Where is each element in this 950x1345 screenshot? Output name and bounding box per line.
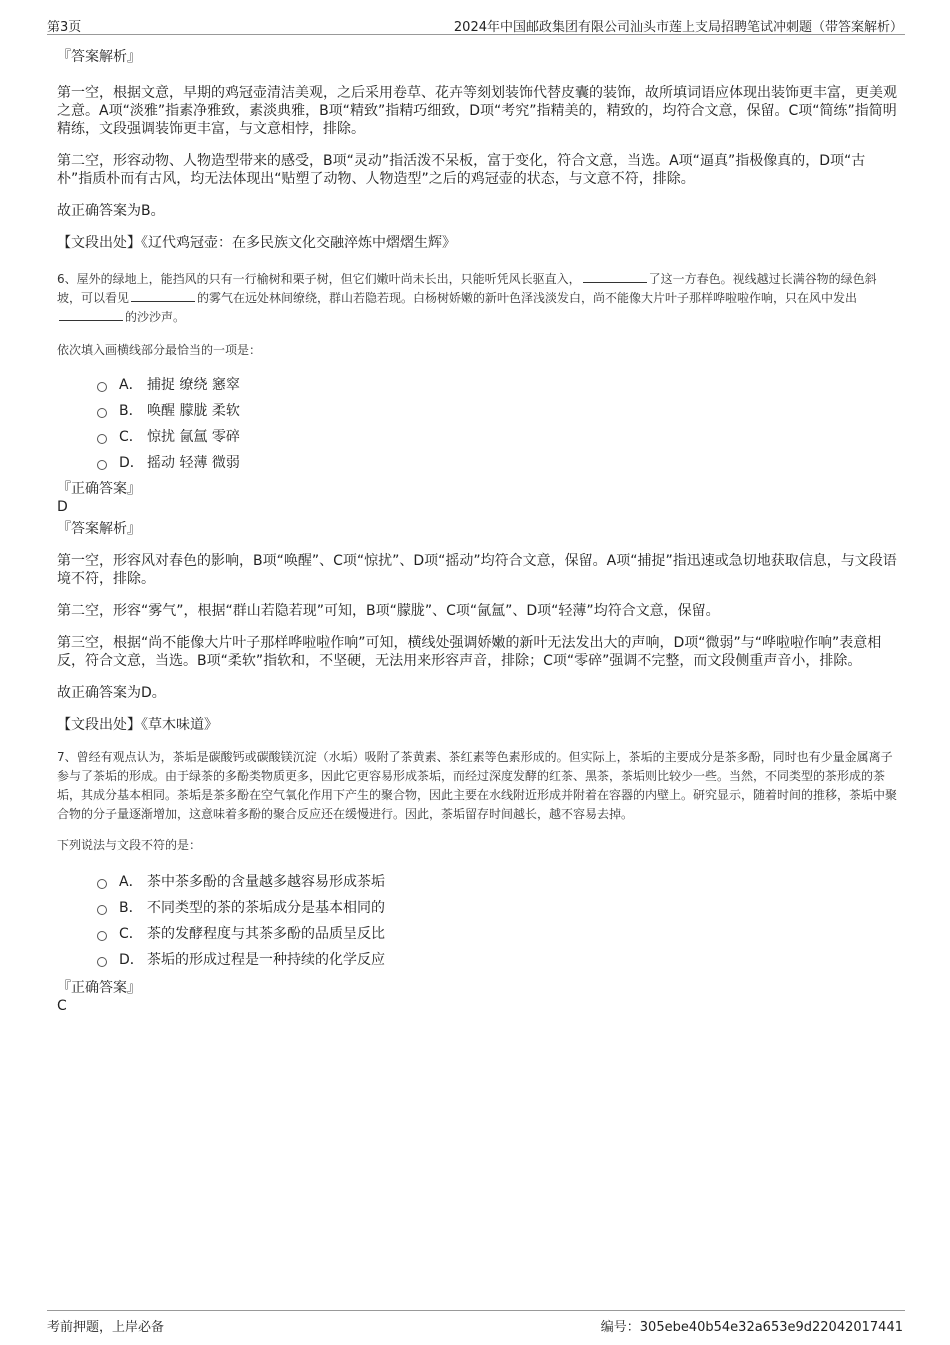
analysis-paragraph: 第三空，根据“尚不能像大片叶子那样哗啦啦作响”可知，横线处强调娇嫩的新叶无法发出大的声响，D项“微弱”与“哗啦啦作响”表意相反，符合文意，当选。B项“柔软”指软和，不坚硬，无法用来形容声音，排除；C项“零碎”强调不完整，而文段侧重声音小，排除。 <box>57 635 882 669</box>
page-content <box>57 44 897 1015</box>
fill-blank <box>131 289 195 302</box>
question-7-options <box>97 869 897 973</box>
question-6-text: 6、屋外的绿地上，能挡风的只有一行榆树和栗子树，但它们嫩叶尚未长出，只能听凭风长驱直入， 了这一方春色。视线越过长满谷物的绿色斜坡，可以看见 的雾气在远处林间缭绕，群山若隐若现。白杨树娇嫩的新叶色泽浅淡发白，尚不能像大片叶子那样哗啦啦作响，只在风中发出的沙沙声。 <box>57 272 877 324</box>
option-c[interactable]: C． 惊扰 氤氲 零碎 <box>97 424 897 450</box>
correct-answer: D <box>57 499 68 515</box>
page-footer <box>47 1310 905 1335</box>
option-d[interactable]: D． 摇动 轻薄 微弱 <box>97 450 897 476</box>
answer-label: 『正确答案』 <box>57 980 141 996</box>
analysis-paragraph: 第一空，形容风对春色的影响，B项“唤醒”、C项“惊扰”、D项“摇动”均符合文意，保留。A项“捕捉”指迅速或急切地获取信息，与文段语境不符，排除。 <box>57 553 897 587</box>
question-7-prompt: 下列说法与文段不符的是： <box>57 838 202 852</box>
option-a[interactable]: A． 茶中茶多酚的含量越多越容易形成茶垢 <box>97 869 897 895</box>
option-c[interactable]: C． 茶的发酵程度与其茶多酚的品质呈反比 <box>97 921 897 947</box>
analysis-paragraph: 第二空，形容动物、人物造型带来的感受，B项“灵动”指活泼不呆板，富于变化，符合文意，当选。A项“逼真”指极像真的，D项“古朴”指质朴而有古风，均无法体现出“贴塑了动物、人物造型”之后的鸡冠壶的状态，与文意不符，排除。 <box>57 153 866 187</box>
analysis-paragraph: 第一空，根据文意，早期的鸡冠壶清洁美观，之后采用卷草、花卉等刻划装饰代替皮囊的装饰，故所填词语应体现出装饰更丰富，更美观之意。A项“淡雅”指素净雅致，素淡典雅，B项“精致”指精巧细致，D项“考究”指精美的，精致的，均符合文意，保留。C项“简练”指简明精练，文段强调装饰更丰富，与文意相悖，排除。 <box>57 85 897 137</box>
radio-icon[interactable] <box>97 957 107 967</box>
radio-icon[interactable] <box>97 905 107 915</box>
question-6-prompt: 依次填入画横线部分最恰当的一项是： <box>57 343 262 357</box>
analysis-paragraph: 第二空，形容“雾气”，根据“群山若隐若现”可知，B项“朦胧”、C项“氤氲”、D项“轻薄”均符合文意，保留。 <box>57 603 720 619</box>
footer-slogan: 考前押题，上岸必备 <box>47 1320 165 1335</box>
option-a[interactable]: A． 捕捉 缭绕 窸窣 <box>97 372 897 398</box>
analysis-label: 『答案解析』 <box>57 49 141 65</box>
question-7-text: 7、曾经有观点认为，茶垢是碳酸钙或碳酸镁沉淀（水垢）吸附了茶黄素、茶红素等色素形成的。但实际上，茶垢的主要成分是茶多酚，同时也有少量金属离子参与了茶垢的形成。由于绿茶的多酚类物质更多，因此它更容易形成茶垢，而经过深度发酵的红茶、黑茶，茶垢则比较少一些。当然，不同类型的茶形成的茶垢，其成分基本相同。茶垢是茶多酚在空气氧化作用下产生的聚合物，因此主要在水线附近形成并附着在容器的内壁上。研究显示，随着时间的推移，茶垢中聚合物的分子量逐渐增加，这意味着多酚的聚合反应还在缓慢进行。因此，茶垢留存时间越长，越不容易去掉。 <box>57 750 898 821</box>
option-b[interactable]: B． 不同类型的茶的茶垢成分是基本相同的 <box>97 895 897 921</box>
question-6-options <box>97 372 897 476</box>
conclusion: 故正确答案为D。 <box>57 685 166 701</box>
fill-blank <box>583 270 647 283</box>
document-title: 2024年中国邮政集团有限公司汕头市莲上支局招聘笔试冲刺题（带答案解析） <box>453 20 903 35</box>
option-b[interactable]: B． 唤醒 朦胧 柔软 <box>97 398 897 424</box>
analysis-label: 『答案解析』 <box>57 521 141 537</box>
conclusion: 故正确答案为B。 <box>57 203 165 219</box>
document-code: 编号：305ebe40b54e32a653e9d22042017441 <box>600 1320 903 1335</box>
radio-icon[interactable] <box>97 931 107 941</box>
page-number: 第3页 <box>47 20 82 35</box>
radio-icon[interactable] <box>97 434 107 444</box>
correct-answer: C <box>57 998 67 1014</box>
answer-label: 『正确答案』 <box>57 481 141 497</box>
page-header <box>47 14 905 35</box>
radio-icon[interactable] <box>97 460 107 470</box>
source: 【文段出处】《辽代鸡冠壶：在多民族文化交融淬炼中熠熠生辉》 <box>57 235 456 251</box>
radio-icon[interactable] <box>97 408 107 418</box>
radio-icon[interactable] <box>97 382 107 392</box>
source: 【文段出处】《草木味道》 <box>57 717 218 733</box>
fill-blank <box>59 308 123 321</box>
option-d[interactable]: D． 茶垢的形成过程是一种持续的化学反应 <box>97 947 897 973</box>
radio-icon[interactable] <box>97 879 107 889</box>
